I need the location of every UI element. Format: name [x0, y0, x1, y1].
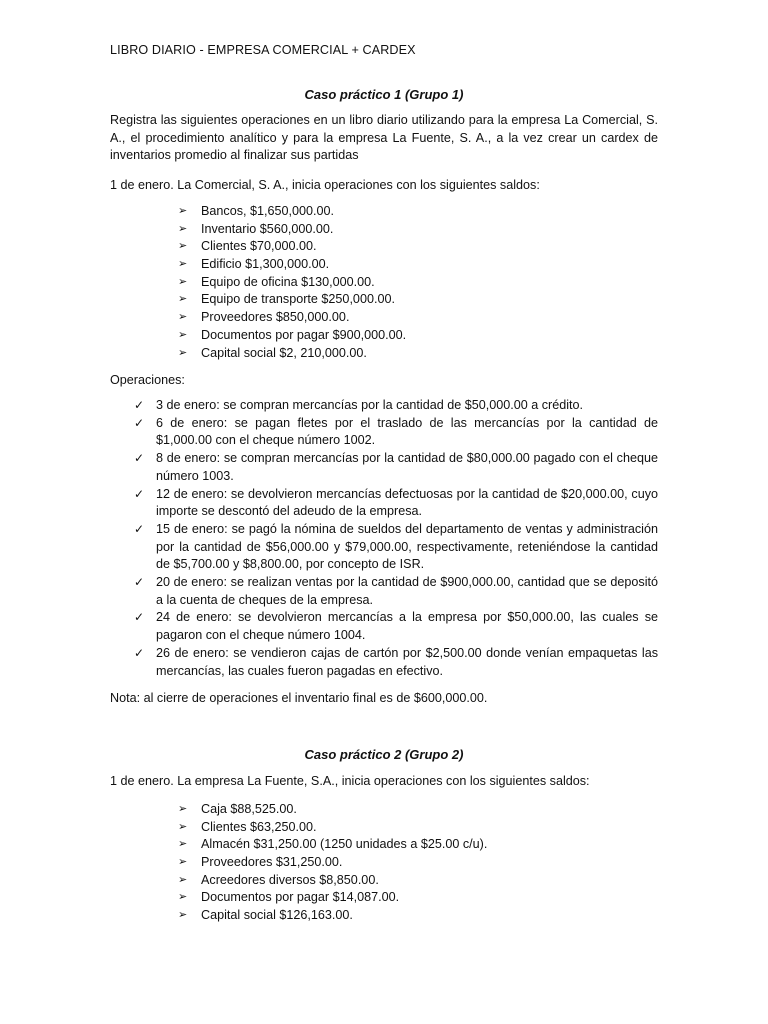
- list-item: ➢ Caja $88,525.00.: [178, 801, 658, 819]
- arrow-bullet-icon: ➢: [178, 346, 188, 359]
- case1-balances-list: [178, 203, 658, 362]
- arrow-bullet-icon: ➢: [178, 873, 188, 886]
- check-bullet-icon: ✓: [134, 415, 145, 430]
- case1-title: Caso práctico 1 (Grupo 1): [304, 87, 464, 102]
- case1-opening: 1 de enero. La Comercial, S. A., inicia operaciones con los siguientes saldos:: [110, 178, 540, 192]
- list-item: ➢ Capital social $126,163.00.: [178, 907, 658, 925]
- check-bullet-icon: ✓: [134, 575, 145, 590]
- list-item: ➢ Bancos, $1,650,000.00.: [178, 203, 658, 221]
- list-item: ✓ 6 de enero: se pagan fletes por el traslado de las mercancías por la cantidad de $1,000.00 con el cheque número 1002.: [134, 415, 658, 448]
- list-item: ✓ 8 de enero: se compran mercancías por la cantidad de $80,000.00 pagado con el cheque número 1003.: [134, 451, 658, 483]
- check-bullet-icon: ✓: [134, 610, 145, 625]
- check-bullet-icon: ✓: [134, 486, 145, 501]
- case1-note: Nota: al cierre de operaciones el inventario final es de $600,000.00.: [110, 691, 488, 705]
- list-item: ➢ Acreedores diversos $8,850.00.: [178, 872, 658, 890]
- list-item: ➢ Clientes $70,000.00.: [178, 238, 658, 256]
- case1-operations-list: [134, 397, 658, 680]
- arrow-bullet-icon: ➢: [178, 891, 188, 904]
- list-item: ✓ 3 de enero: se compran mercancías por la cantidad de $50,000.00 a crédito.: [134, 397, 658, 415]
- list-item: ✓ 12 de enero: se devolvieron mercancías defectuosas por la cantidad de $20,000.00, cuyo importe se descontó del adeudo de la empresa.: [134, 486, 658, 519]
- arrow-bullet-icon: ➢: [178, 820, 188, 833]
- arrow-bullet-icon: ➢: [178, 275, 188, 288]
- case2-opening: 1 de enero. La empresa La Fuente, S.A., inicia operaciones con los siguientes saldos:: [110, 774, 590, 788]
- list-item: ✓ 26 de enero: se vendieron cajas de cartón por $2,500.00 donde venían empaquetas las mercancías, las cuales fueron pagadas en efectivo.: [134, 645, 658, 678]
- arrow-bullet-icon: ➢: [178, 909, 188, 922]
- list-item: ➢ Almacén $31,250.00 (1250 unidades a $25.00 c/u).: [178, 836, 658, 854]
- list-item: ➢ Equipo de oficina $130,000.00.: [178, 274, 658, 292]
- document-header: LIBRO DIARIO - EMPRESA COMERCIAL + CARDEX: [110, 43, 416, 57]
- list-item: ➢ Edificio $1,300,000.00.: [178, 256, 658, 274]
- list-item: ➢ Equipo de transporte $250,000.00.: [178, 291, 658, 309]
- list-item: ➢ Inventario $560,000.00.: [178, 221, 658, 239]
- list-item: ➢ Documentos por pagar $14,087.00.: [178, 889, 658, 907]
- list-item: ➢ Documentos por pagar $900,000.00.: [178, 327, 658, 345]
- list-item: ➢ Proveedores $31,250.00.: [178, 854, 658, 872]
- case1-intro: Registra las siguientes operaciones en un libro diario utilizando para la empresa La Comercial, S. A., el procedimiento analítico y para la empresa La Fuente, S. A., a la vez crear un cardex de inventarios promedio al finalizar sus partidas: [110, 113, 658, 163]
- case2-balances-list: [178, 801, 658, 925]
- list-item: ✓ 15 de enero: se pagó la nómina de sueldos del departamento de ventas y administración por la cantidad de $56,000.00 y $79,000.00, respectivamente, reteniéndose la cantidad de $5,700.00 y $8,800.00, por concepto de ISR.: [134, 521, 658, 572]
- arrow-bullet-icon: ➢: [178, 803, 188, 815]
- list-item: ➢ Clientes $63,250.00.: [178, 819, 658, 837]
- check-bullet-icon: ✓: [134, 521, 145, 536]
- arrow-bullet-icon: ➢: [178, 328, 188, 341]
- arrow-bullet-icon: ➢: [178, 856, 188, 869]
- list-item: ➢ Capital social $2, 210,000.00.: [178, 345, 658, 363]
- check-bullet-icon: ✓: [134, 645, 145, 660]
- arrow-bullet-icon: ➢: [178, 222, 188, 235]
- check-bullet-icon: ✓: [134, 451, 145, 466]
- arrow-bullet-icon: ➢: [178, 205, 188, 217]
- list-item: ➢ Proveedores $850,000.00.: [178, 309, 658, 327]
- arrow-bullet-icon: ➢: [178, 311, 188, 324]
- list-item: ✓ 20 de enero: se realizan ventas por la cantidad de $900,000.00, cantidad que se depositó a la cuenta de cheques de la empresa.: [134, 575, 658, 607]
- case2-title: Caso práctico 2 (Grupo 2): [304, 747, 464, 762]
- list-item: ✓ 24 de enero: se devolvieron mercancías a la empresa por $50,000.00, las cuales se pagaron con el cheque número 1004.: [134, 610, 658, 643]
- operations-label: Operaciones:: [110, 373, 185, 387]
- arrow-bullet-icon: ➢: [178, 240, 188, 253]
- check-bullet-icon: ✓: [134, 398, 145, 412]
- arrow-bullet-icon: ➢: [178, 258, 188, 271]
- arrow-bullet-icon: ➢: [178, 838, 188, 851]
- arrow-bullet-icon: ➢: [178, 293, 188, 306]
